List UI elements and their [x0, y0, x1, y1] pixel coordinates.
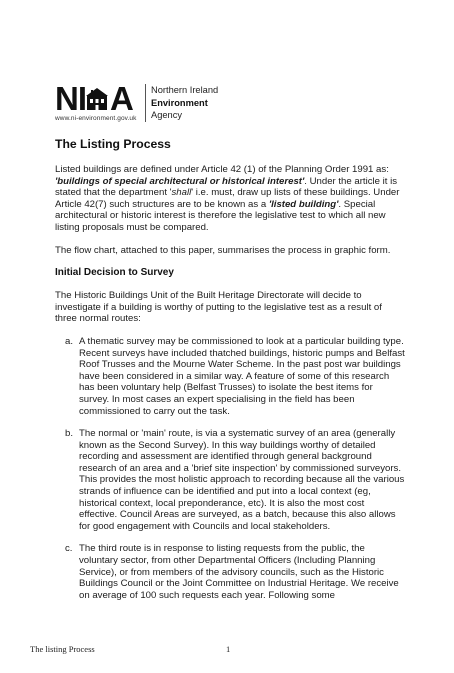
logo-letters-right: A [110, 80, 133, 117]
niea-logo [55, 82, 255, 126]
intro-text-b: . Under the article it is stated that the department ' [55, 175, 398, 199]
footer-page-number: 1 [226, 644, 231, 654]
intro-definition-quote: 'buildings of special architectural or historical interest' [55, 175, 305, 187]
list-marker: b. [65, 428, 74, 440]
section-heading: Initial Decision to Survey [55, 267, 174, 279]
list-item [55, 336, 405, 417]
logo-name-line3: Agency [151, 110, 183, 120]
list-item [55, 543, 405, 601]
list-marker: c. [65, 543, 73, 555]
intro-text-a: Listed buildings are defined under Article 42 (1) of the Planning Order 1991 as: [55, 164, 389, 175]
list-item [55, 428, 405, 532]
section-intro-paragraph: The Historic Buildings Unit of the Built Heritage Directorate will decide to investigate if a building is worthy of putting to the legislative test as a result of three normal routes: [55, 290, 382, 325]
page-title: The Listing Process [55, 137, 171, 151]
logo-agency-name [151, 84, 218, 122]
intro-shall: shall [171, 187, 192, 199]
document-body [55, 137, 405, 612]
intro-text-d: . Special architectural or historic interest is therefore the legislative test to which all new listing proposals must be compared. [55, 198, 386, 233]
intro-text-c: ' i.e. must, draw up lists of these buildings. Under Article 42(7) such structures are to be known as a [55, 187, 400, 210]
routes-list [55, 336, 405, 601]
logo-name-line2: Environment [151, 97, 208, 108]
logo-url: www.ni-environment.gov.uk [55, 115, 137, 122]
list-item-text: The third route is in response to listing requests from the public, the voluntary sector, from other Departmental Officers (Including Planning Service), or from members of the advisory councils, such as the Historic Buildings Council or the Joint Committee on Industrial Heritage. We receive on average of 100 such requests each year. Following some [79, 543, 399, 601]
list-item-text: A thematic survey may be commissioned to look at a particular building type. Recent surveys have included thatched buildings, historic pumps and Belfast Roof Trusses and the Mourne Water Scheme. In the past post war buildings have been considered in a similar way. A feature of some of this research has been voluntary help (Belfast Trusses) to isolate the best items for survey. In most cases an expert specialising in the field has been commissioned to carry out the task. [79, 335, 405, 417]
logo-letters-left: NI [55, 80, 86, 117]
logo-divider [145, 84, 146, 122]
footer-title: The listing Process [30, 644, 95, 654]
building-emblem-icon [86, 87, 108, 111]
flowchart-paragraph: The flow chart, attached to this paper, summarises the process in graphic form. [55, 244, 391, 256]
logo-name-line1: Northern Ireland [151, 85, 219, 95]
intro-paragraph [55, 164, 405, 234]
list-item-text: The normal or 'main' route, is via a systematic survey of an area (generally known as the Second Survey). In this way buildings worthy of detailed recording and assessment are identified through general background research of an area and a 'brief site inspection' by commissioned surveyors. This provides the most holistic approach to recording because all the various strands of influence can be identified and put into a local context (eg, historical context, local preponderance, etc). It is also the most cost effective. Council Areas are surveyed, as a batch, because this also allows for good engagement with Councils and local stakeholders. [79, 428, 405, 532]
intro-listed-building: 'listed building' [268, 198, 339, 210]
list-marker: a. [65, 335, 74, 347]
